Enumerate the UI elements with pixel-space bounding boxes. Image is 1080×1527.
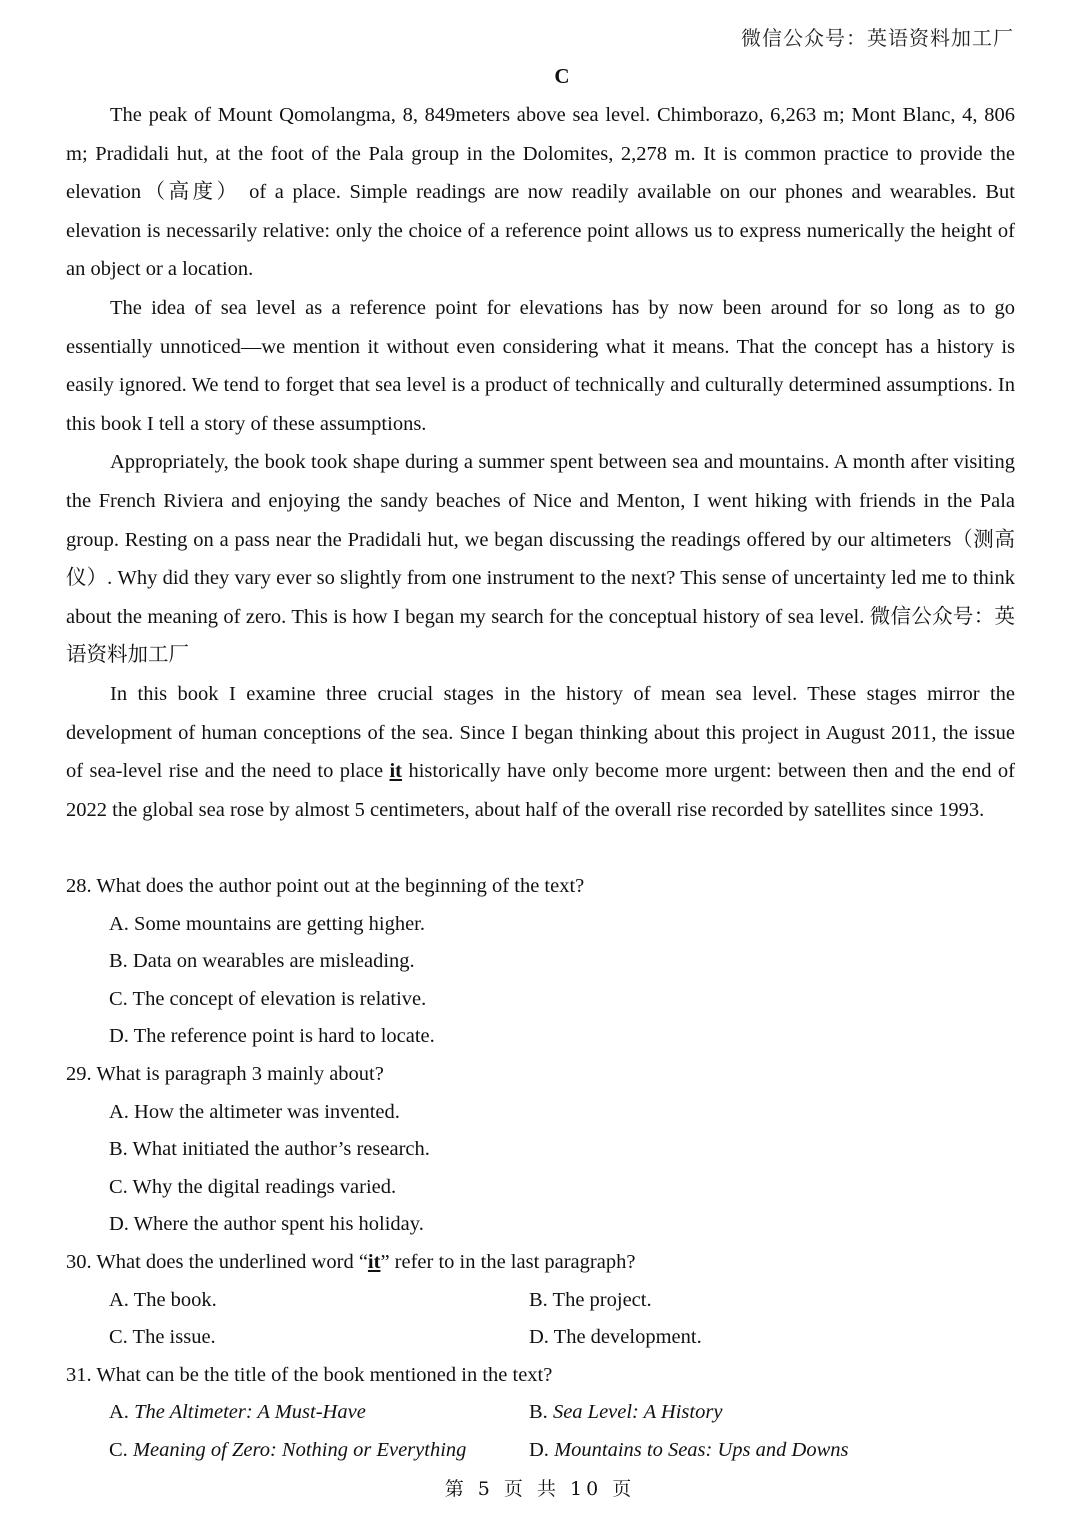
paragraph-4 xyxy=(66,675,1015,829)
option-31-b-letter: B. xyxy=(529,1401,553,1424)
question-28-options xyxy=(66,906,1015,1056)
question-31-options xyxy=(66,1394,1015,1469)
option-30-d[interactable]: D. The development. xyxy=(529,1326,702,1349)
option-28-c[interactable]: C. The concept of elevation is relative. xyxy=(109,987,427,1010)
watermark-header: 微信公众号：英语资料加工厂 xyxy=(741,26,1014,50)
paragraph-2: The idea of sea level as a reference point for elevations has by now been around for so long as to go essentially unnoticed—we mention it without even considering what it means. That the concept has a history is easily ignored. We tend to forget that sea level is a product of technically and culturally determined assumptions. In this book I tell a story of these assumptions. xyxy=(66,296,1015,435)
option-28-b[interactable]: B. Data on wearables are misleading. xyxy=(109,950,415,973)
option-31-b-title: Sea Level: A History xyxy=(552,1401,723,1424)
option-28-d[interactable]: D. The reference point is hard to locate. xyxy=(109,1025,435,1048)
option-31-c-letter: C. xyxy=(109,1438,133,1461)
option-31-c-title: Meaning of Zero: Nothing or Everything xyxy=(132,1438,467,1461)
option-31-d-title: Mountains to Seas: Ups and Downs xyxy=(554,1438,849,1461)
paragraph-4-text-b: historically have only become more urgent: between then and the end of 2022 the global sea rose by almost 5 centimeters, about half of the overall rise recorded by satellites since 1993. xyxy=(66,760,1016,821)
option-31-a[interactable] xyxy=(109,1394,529,1432)
section-label: C xyxy=(554,64,570,88)
question-30-stem-b: ” refer to in the last paragraph? xyxy=(380,1250,636,1273)
question-29-options xyxy=(66,1094,1015,1244)
paragraph-1: The peak of Mount Qomolangma, 8, 849meters above sea level. Chimborazo, 6,263 m; Mont Blanc, 4, 806 m; Pradidali hut, at the foot of the Pala group in the Dolomites, 2,278 m. It is common practice to provide the elevation（高度） of a place. Simple readings are now readily available on our phones and wearables. But elevation is necessarily relative: only the choice of a reference point allows us to express numerically the height of an object or a location. xyxy=(66,104,1015,281)
paragraph-3: Appropriately, the book took shape during a summer spent between sea and mountains. A month after visiting the French Riviera and enjoying the sandy beaches of Nice and Menton, I went hiking with friends in the Pala group. Resting on a pass near the Pradidali hut, we began discussing the readings offered by our altimeters（测高仪）. Why did they vary ever so slightly from one instrument to the next? This sense of uncertainty led me to think about the meaning of zero. This is how I began my search for the conceptual history of sea level. 微信公众号：英语资料加工厂 xyxy=(66,451,1015,667)
option-29-a[interactable]: A. How the altimeter was invented. xyxy=(109,1100,400,1123)
paragraph-4-text-a: In this book I examine three crucial stages in the history of mean sea level. These stages mirror the development of human conceptions of the sea. Since I began thinking about this project in August 2011, the issue of sea-level rise and the need to place xyxy=(66,682,1015,783)
option-29-c[interactable]: C. Why the digital readings varied. xyxy=(109,1175,397,1198)
option-31-d-letter: D. xyxy=(529,1438,555,1461)
option-31-a-title: The Altimeter: A Must-Have xyxy=(134,1401,366,1424)
question-30-stem xyxy=(66,1244,1015,1282)
option-31-c[interactable] xyxy=(109,1432,529,1470)
question-28-stem: 28. What does the author point out at the beginning of the text? xyxy=(66,875,585,897)
option-31-a-letter: A. xyxy=(109,1401,135,1424)
question-29-stem: 29. What is paragraph 3 mainly about? xyxy=(66,1062,384,1085)
question-30-options xyxy=(66,1282,1015,1357)
underlined-word: it xyxy=(389,760,403,783)
option-31-d[interactable] xyxy=(529,1432,949,1470)
question-30-stem-a: 30. What does the underlined word “ xyxy=(66,1250,368,1273)
reading-passage xyxy=(66,96,1015,829)
page-footer: 第 5 页 共 10 页 xyxy=(444,1478,636,1500)
question-30-underlined-word: it xyxy=(367,1250,381,1273)
option-31-b[interactable] xyxy=(529,1394,949,1432)
question-list xyxy=(66,868,1015,1470)
question-31-stem: 31. What can be the title of the book mentioned in the text? xyxy=(66,1363,553,1386)
option-30-b[interactable]: B. The project. xyxy=(529,1288,652,1311)
option-30-a[interactable]: A. The book. xyxy=(109,1288,217,1311)
option-30-c[interactable]: C. The issue. xyxy=(109,1326,216,1349)
option-29-d[interactable]: D. Where the author spent his holiday. xyxy=(109,1213,424,1236)
option-28-a[interactable]: A. Some mountains are getting higher. xyxy=(109,912,425,935)
option-29-b[interactable]: B. What initiated the author’s research. xyxy=(109,1138,430,1161)
